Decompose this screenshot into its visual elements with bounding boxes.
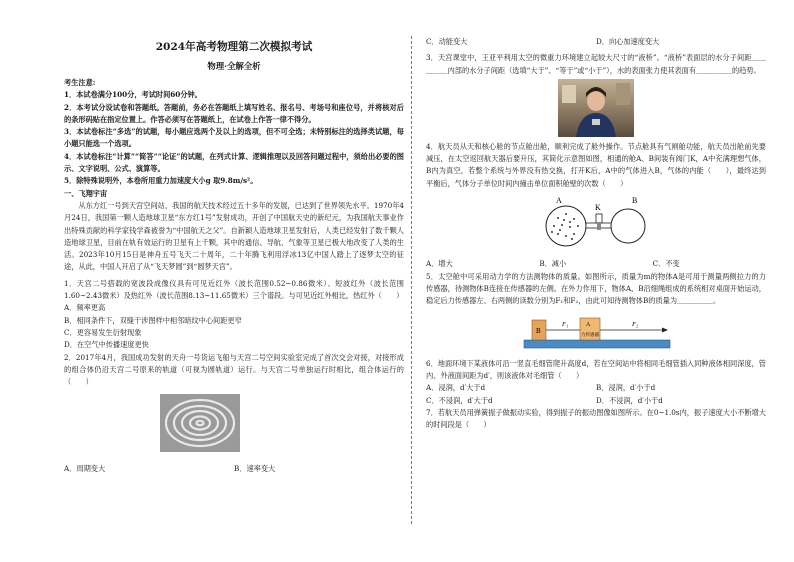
question-2-stem: 2．2017年4月，我国成功发射的天舟一号货运飞船与天宫二号空间实验室完成了首次交会对接，对接形成的组合体仍沿天宫二号原来的轨道（可视为圆轨道）运行。与天宫二号单独运行时相比，组合体运行的（ ） [64, 352, 404, 387]
label-chamber-b: B [632, 196, 638, 206]
label-f1: F₁ [562, 320, 569, 328]
question-4-option-c: C．不变 [652, 259, 680, 269]
question-4-options [426, 258, 766, 270]
question-2-option-a: A．周期变大 [64, 463, 106, 473]
question-2-option-c: C．动能变大 [426, 37, 468, 46]
column-divider [411, 36, 412, 524]
notice-heading: 考生注意: [64, 78, 96, 87]
question-4-option-b: B．减小 [539, 259, 567, 269]
question-6-stem: 6．地面环境下某液体可沿一竖直毛细管爬升高度d，若在空间站中将相同毛细管插入同种液体相同深度，管内、外液面间距为d′，则该液体对毛细管（ ） [426, 358, 766, 381]
question-6-option-b: B．浸润，d′小于d [596, 383, 656, 393]
notice-item-4: 4．本试卷标注“计算”“简答”“论证”的试题，在列式计算、逻辑推理以及回答问题过程中，须给出必要的图示、文字说明、公式、演算等。 [64, 151, 404, 174]
question-1-option-d: D．在空气中传播速度更快 [64, 340, 149, 350]
question-1-option-c: C．更容易发生衍射现象 [64, 327, 142, 337]
question-2-option-d: D．向心加速度变大 [596, 37, 660, 46]
question-4-option-a: A．增大 [426, 259, 453, 269]
question-6-option-d: D．不浸润，d′小于d [596, 395, 663, 405]
section-heading: 一、飞翔宇宙 [64, 188, 108, 198]
label-chamber-a: A [556, 196, 562, 206]
exam-subtitle: 物理·全解全析 [207, 61, 261, 71]
question-6-options-row-1 [426, 382, 766, 394]
label-object-a: A [586, 321, 591, 328]
notice-item-3: 3．本试卷标注“多选”的试题，每小题应选两个及以上的选项，但不可全选；未特别标注的选择类试题，每小题只能选一个选项。 [64, 127, 404, 149]
astronaut-photo [558, 79, 634, 137]
notice-item-5: 5．除特殊说明外，本卷所用重力加速度大小g 取9.8m/s²。 [64, 176, 258, 186]
question-6-option-c: C．不浸润，d′大于d [426, 395, 493, 405]
question-2-option-b: B．速率变大 [234, 463, 276, 473]
question-3-stem: 3．天宫课堂中，王亚平利用太空的微重力环境建立起较大尺寸的“液桥”。“液桥”表面层的水分子间距＿＿＿＿＿内部的水分子间距（选填“大于”、“等于”或“小于”），水的表面张力使其表面有＿＿＿＿＿的趋势。 [426, 53, 766, 75]
question-2-options [64, 463, 404, 475]
right-column [426, 36, 766, 432]
question-2-options-cont [426, 36, 766, 48]
label-valve-k: K [595, 203, 601, 213]
label-force-sensor: 力传感器 [581, 331, 599, 337]
notice-item-1: 1．本试卷满分100分，考试时间60分钟。 [64, 90, 202, 100]
swirl-figure [160, 394, 240, 452]
section-intro: 从东方红一号到天宫空间站，我国的航天技术经过五十多年的发展，已达到了世界领先水平。1970年4月24日，我国第一颗人造地球卫星“东方红1号”发射成功，开创了中国航天史的新纪元，为我国航天事业作出特殊贡献的科学家钱学森被誉为“中国航天之父”。自新颖人造地球卫星发射后，人类已经发射了数千颗人造地球卫星，目前在轨有效运行的卫星有上千颗，其中的通信、导航、气象等卫星已极大地改变了人类的生活。2023年10月15日是神舟五号飞天二十周年，二十年腾飞利用浮冰13亿中国人踏上了逐梦太空的征途，从此，中国人开启了从“飞天梦圆”到“圆梦天宫”。 [64, 200, 404, 272]
question-1-option-b: B．相同条件下，双缝干涉图样中相邻暗纹中心间距更窄 [64, 315, 242, 325]
question-6-options-row-2 [426, 395, 766, 407]
question-1-option-a: A．频率更高 [64, 303, 106, 313]
left-column [64, 36, 404, 475]
question-5-stem: 5．太空舱中可采用动力学的方法测物体的质量。如图所示，质量为m的物体A是可用于测量两侧拉力的力传感器，待测物体B连接在传感器的左侧。在外力作用下，物体A、B沿细绳组成的系统相对桌面开始运动，稳定后力传感器左、右两侧的读数分别为F₁和F₂，由此可知待测物体B的质量为＿＿＿＿＿。 [426, 271, 766, 306]
exam-title: 2024年高考物理第二次模拟考试 [155, 41, 313, 53]
question-4-stem: 4．航天员从天和核心舱的节点舱出舱，顺利完成了舱外操作。节点舱具有气闸舱功能，航天员出舱前先要减压，在太空返回航天器后要升压，其简化示意图如图，相通的舱A、B间装有阀门K，A中充满理想气体，B内为真空，若整个系统与外界没有热交换，打开K后，A中的气体进入B，气体的内能（ ），最终达到平衡后，气体分子单位时间内撞击单位面积舱壁的次数（ ） [426, 141, 766, 188]
question-1-stem: 1．天宫二号搭载的宽波段成像仪具有可见近红外（波长范围0.52~0.86微米）、短波红外（波长范围1.60~2.43微米）及热红外（波长范围8.13~11.65微米）三个谱段。与可见近红外相比，热红外（ ） [64, 278, 404, 301]
notice-item-2: 2．本考试分设试卷和答题纸。答题前，务必在答题纸上填写姓名、报名号、考场号和座位号，并将核对后的条形码贴在指定位置上。作答必须写在答题纸上，在试卷上作答一律不得分。 [64, 102, 404, 124]
question-6-option-a: A．浸润，d′大于d [426, 383, 486, 393]
chamber-diagram [536, 192, 656, 250]
label-object-b: B [536, 326, 541, 335]
question-7-stem: 7．若航天员用弹簧振子做振动实验，得到振子的振动图像如图所示。在0~1.0s内，振子速度大小不断增大的时间段是（ ） [426, 408, 766, 430]
label-f2: F₂ [632, 320, 639, 328]
force-sensor-diagram [522, 312, 672, 350]
